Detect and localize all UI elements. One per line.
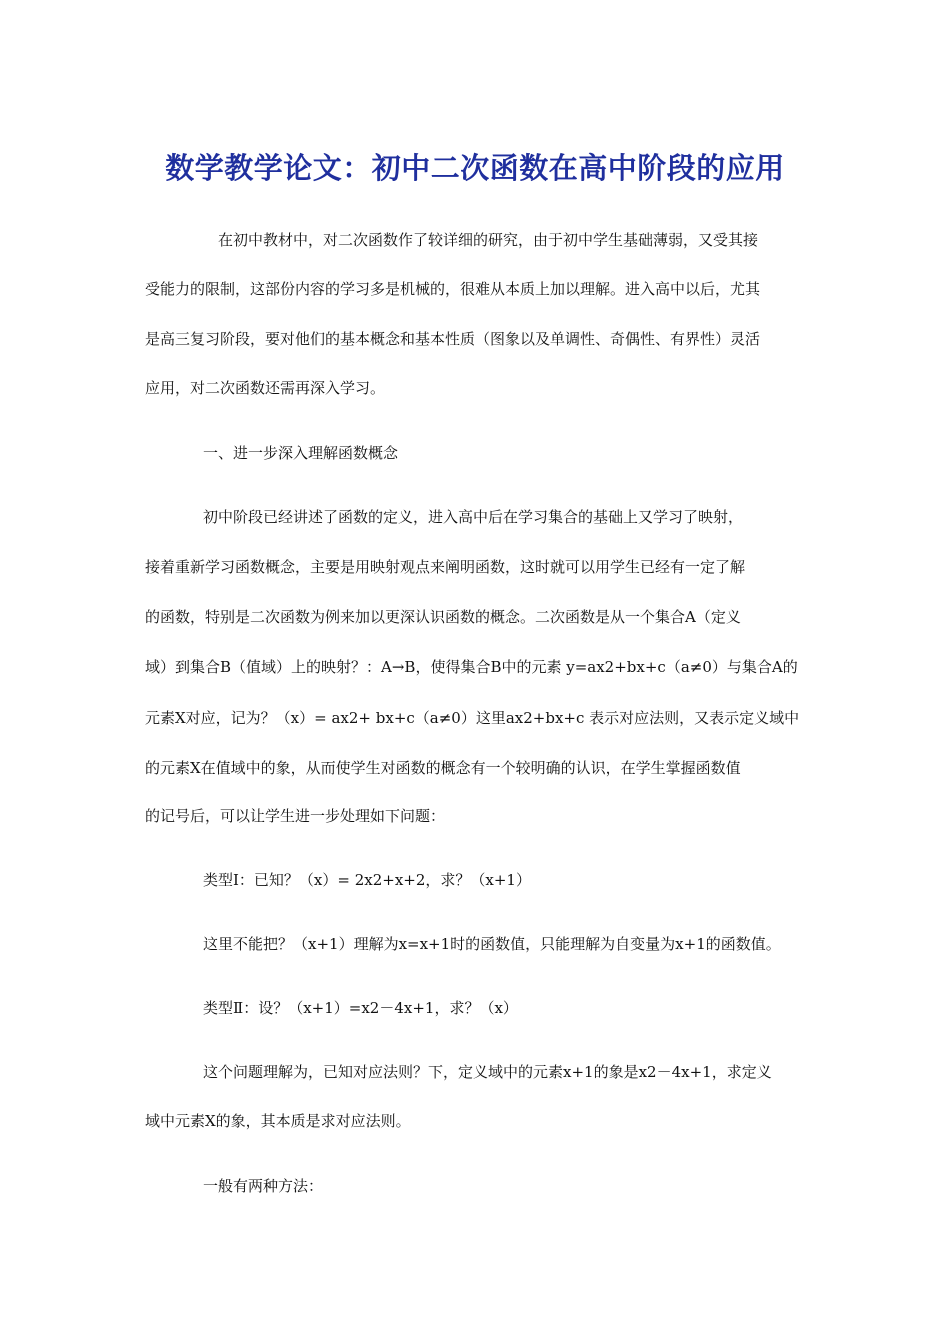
type-1-problem: 类型Ⅰ：已知？（x）= 2x2+x+2，求？（x+1） — [203, 871, 531, 889]
document-title: 数学教学论文：初中二次函数在高中阶段的应用 — [165, 151, 785, 185]
paragraph-2-line-5: 元素X对应，记为？（x）= ax2+ bx+c（a≠0）这里ax2+bx+c 表示对应法则，又表示定义域中 — [145, 709, 800, 727]
paragraph-1-line-4: 应用，对二次函数还需再深入学习。 — [145, 379, 386, 397]
paragraph-2-line-4: 域）到集合B（值域）上的映射？：A→B，使得集合B中的元素 y=ax2+bx+c（a≠0）与集合A的 — [145, 658, 798, 676]
paragraph-1-line-2: 受能力的限制，这部份内容的学习多是机械的，很难从本质上加以理解。进入高中以后，尤其 — [145, 280, 761, 298]
type-1-explanation: 这里不能把？（x+1）理解为x=x+1时的函数值，只能理解为自变量为x+1的函数值。 — [203, 935, 781, 953]
section-heading-1: 一、进一步深入理解函数概念 — [203, 444, 399, 462]
paragraph-2-line-1: 初中阶段已经讲述了函数的定义，进入高中后在学习集合的基础上又学习了映射， — [203, 508, 744, 526]
paragraph-2-line-3: 的函数，特别是二次函数为例来加以更深认识函数的概念。二次函数是从一个集合A（定义 — [145, 608, 741, 626]
paragraph-2-line-7: 的记号后，可以让学生进一步处理如下问题： — [145, 807, 446, 825]
paragraph-1-line-1: 在初中教材中，对二次函数作了较详细的研究，由于初中学生基础薄弱，又受其接 — [218, 231, 759, 249]
type-2-problem: 类型Ⅱ：设？（x+1）=x2－4x+1，求？（x） — [203, 999, 518, 1017]
paragraph-2-line-6: 的元素X在值域中的象，从而使学生对函数的概念有一个较明确的认识，在学生掌握函数值 — [145, 759, 741, 777]
type-2-explanation-line-2: 域中元素X的象，其本质是求对应法则。 — [145, 1112, 411, 1130]
paragraph-1-line-3: 是高三复习阶段，要对他们的基本概念和基本性质（图象以及单调性、奇偶性、有界性）灵活 — [145, 330, 761, 348]
methods-intro: 一般有两种方法： — [203, 1177, 324, 1195]
type-2-explanation-line-1: 这个问题理解为，已知对应法则？下，定义域中的元素x+1的象是x2－4x+1，求定义 — [203, 1063, 772, 1081]
paragraph-2-line-2: 接着重新学习函数概念，主要是用映射观点来阐明函数，这时就可以用学生已经有一定了解 — [145, 558, 746, 576]
